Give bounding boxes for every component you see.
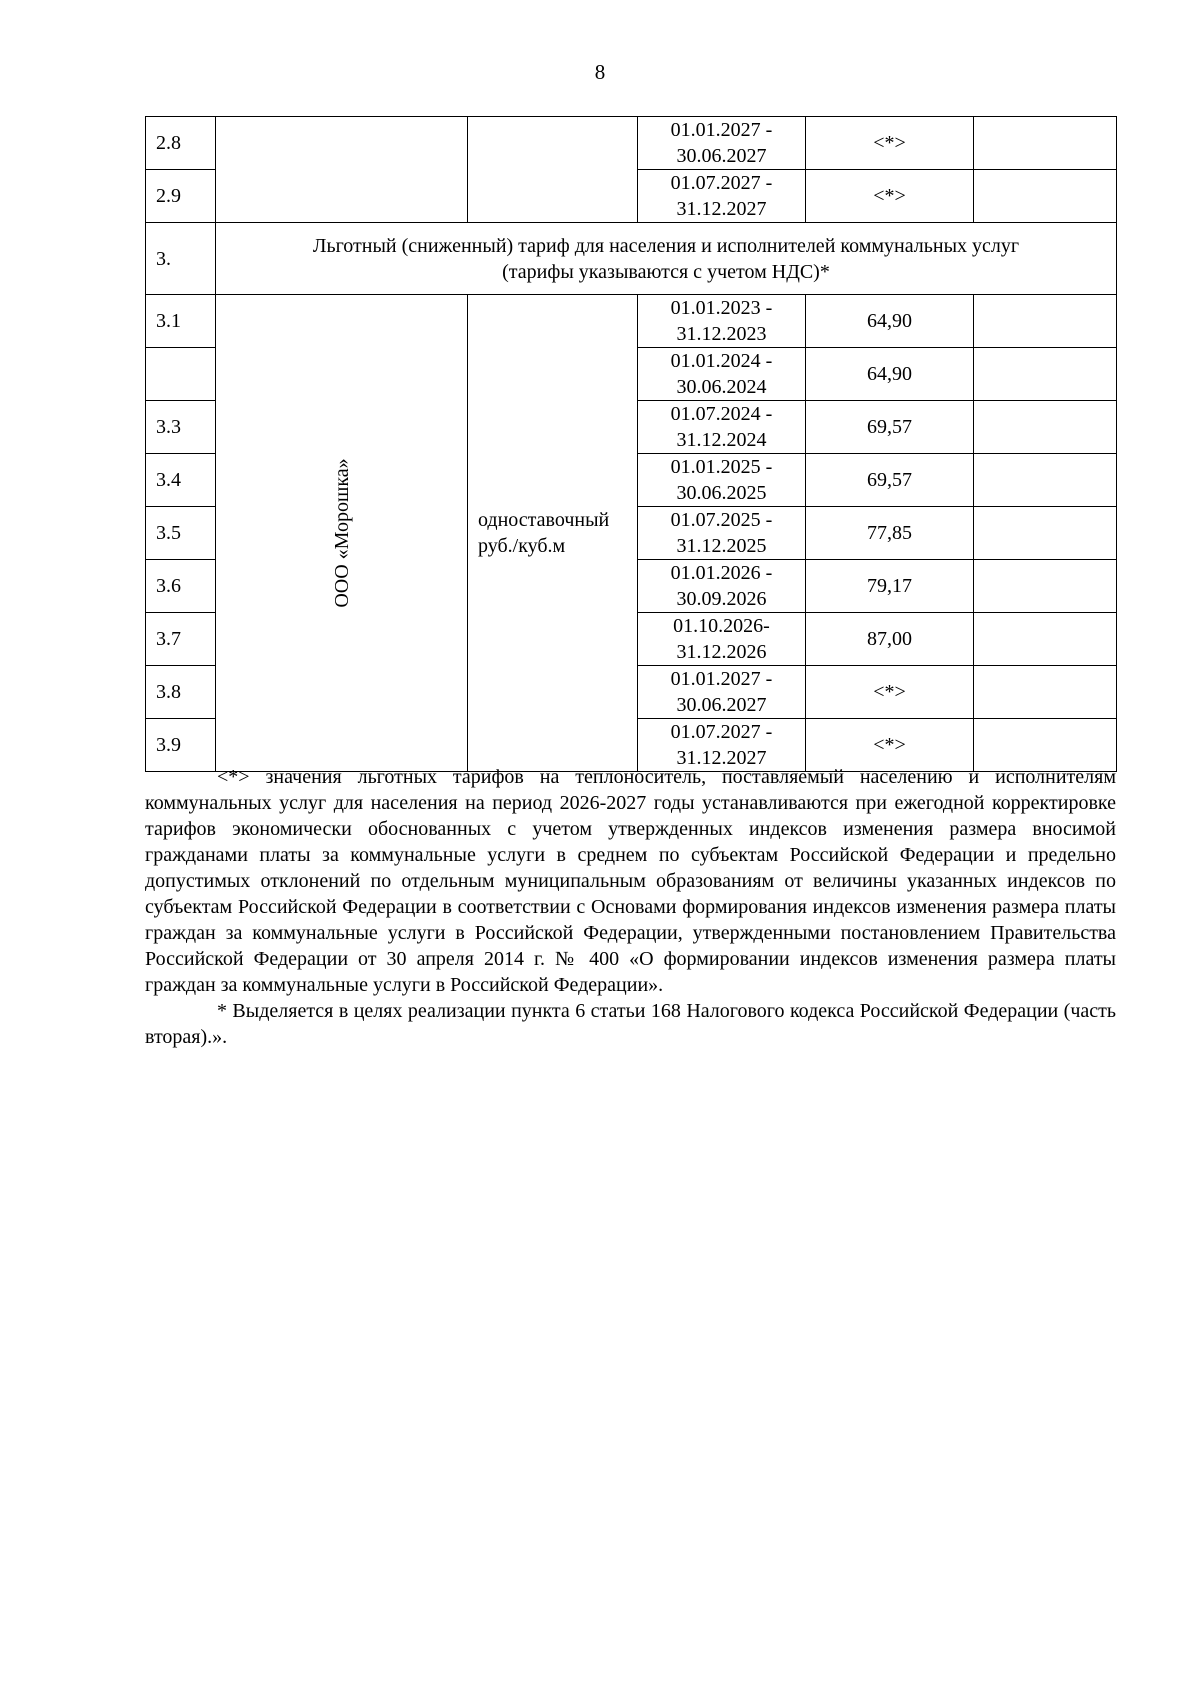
- period-cell: [638, 348, 806, 401]
- period-start: 01.01.2027 -: [670, 668, 773, 690]
- period-end: 31.12.2027: [676, 198, 767, 220]
- row-number: 3.9: [146, 719, 216, 772]
- organization-cell: [216, 295, 468, 772]
- period-end: 30.09.2026: [676, 588, 767, 610]
- tariff-value: <*>: [806, 170, 974, 223]
- period-start: 01.07.2024 -: [670, 403, 773, 425]
- period-end: 31.12.2025: [676, 535, 767, 557]
- extra-cell: [974, 348, 1117, 401]
- period-cell: [638, 507, 806, 560]
- period-cell: [638, 117, 806, 170]
- row-number: 2.8: [146, 117, 216, 170]
- extra-cell: [974, 454, 1117, 507]
- table-row: [146, 295, 1117, 348]
- rate-type-cell: [468, 295, 638, 772]
- period-start: 01.01.2027 -: [670, 119, 773, 141]
- period-start: 01.01.2025 -: [670, 456, 773, 478]
- organization-name: ООО «Морошка»: [330, 458, 353, 608]
- tariff-value: 79,17: [806, 560, 974, 613]
- period-end: 31.12.2023: [676, 323, 767, 345]
- row-number: 3.7: [146, 613, 216, 666]
- section-title-line1: Льготный (сниженный) тариф для населения и исполнителей коммунальных услуг: [312, 234, 1020, 257]
- section-title: [216, 223, 1117, 295]
- extra-cell: [974, 170, 1117, 223]
- period-end: 30.06.2025: [676, 482, 767, 504]
- row-number: 3.1: [146, 295, 216, 348]
- page-number: 8: [594, 60, 606, 84]
- period-cell: [638, 454, 806, 507]
- row-number: 3.5: [146, 507, 216, 560]
- period-cell: [638, 401, 806, 454]
- tariff-value: 69,57: [806, 401, 974, 454]
- row-number: 3.6: [146, 560, 216, 613]
- extra-cell: [974, 613, 1117, 666]
- section-title-line2: (тарифы указываются с учетом НДС)*: [502, 260, 830, 283]
- period-start: 01.10.2026-: [673, 615, 770, 637]
- period-cell: [638, 560, 806, 613]
- tariff-value: <*>: [806, 719, 974, 772]
- period-start: 01.07.2025 -: [670, 509, 773, 531]
- org-cell-empty: [216, 117, 468, 223]
- extra-cell: [974, 560, 1117, 613]
- period-end: 31.12.2027: [676, 747, 767, 769]
- tariff-table: [145, 116, 1117, 772]
- period-start: 01.07.2027 -: [670, 172, 773, 194]
- period-cell: [638, 666, 806, 719]
- tariff-value: 87,00: [806, 613, 974, 666]
- period-end: 30.06.2024: [676, 376, 767, 398]
- row-number: 3.8: [146, 666, 216, 719]
- period-end: 30.06.2027: [676, 694, 767, 716]
- period-cell: [638, 613, 806, 666]
- extra-cell: [974, 666, 1117, 719]
- period-end: 30.06.2027: [676, 145, 767, 167]
- period-start: 01.01.2024 -: [670, 350, 773, 372]
- rate-unit: руб./куб.м: [478, 535, 566, 557]
- footnote-tariff-values: <*> значения льготных тарифов на теплоноситель, поставляемый населению и исполнителям коммунальных услуг для населения на период 2026-2027 годы устанавливаются при ежегодной корректировке тарифов экономически обоснованных с учетом утвержденных индексов изменения размера вносимой гражданами платы за коммунальные услуги в среднем по субъектам Российской Федерации и предельно допустимых отклонений по отдельным муниципальным образованиям от величины указанных индексов по субъектам Российской Федерации в соответствии с Основами формирования индексов изменения размера платы граждан за коммунальные услуги в Российской Федерации, утвержденными постановлением Правительства Российской Федерации от 30 апреля 2014 г. № 400 «О формировании индексов изменения размера платы граждан за коммунальные услуги в Российской Федерации».: [145, 766, 1116, 996]
- tariff-value: 69,57: [806, 454, 974, 507]
- row-number: [146, 348, 216, 401]
- period-start: 01.07.2027 -: [670, 721, 773, 743]
- tariff-value: 64,90: [806, 348, 974, 401]
- extra-cell: [974, 401, 1117, 454]
- section-header-row: [146, 223, 1117, 295]
- tariff-value: <*>: [806, 117, 974, 170]
- tariff-value: 77,85: [806, 507, 974, 560]
- period-end: 31.12.2026: [676, 641, 767, 663]
- period-end: 31.12.2024: [676, 429, 767, 451]
- period-cell: [638, 295, 806, 348]
- period-cell: [638, 170, 806, 223]
- section-number: 3.: [146, 223, 216, 295]
- tariff-value: 64,90: [806, 295, 974, 348]
- period-start: 01.01.2026 -: [670, 562, 773, 584]
- extra-cell: [974, 507, 1117, 560]
- table-row: [146, 117, 1117, 170]
- rate-cell-empty: [468, 117, 638, 223]
- row-number: 3.4: [146, 454, 216, 507]
- row-number: 3.3: [146, 401, 216, 454]
- footnote-vat: * Выделяется в целях реализации пункта 6 статьи 168 Налогового кодекса Российской Федерации (часть вторая).».: [145, 1000, 1116, 1048]
- tariff-value: <*>: [806, 666, 974, 719]
- rate-type: одноставочный: [478, 509, 610, 531]
- row-number: 2.9: [146, 170, 216, 223]
- period-start: 01.01.2023 -: [670, 297, 773, 319]
- extra-cell: [974, 117, 1117, 170]
- footnotes: [145, 764, 1116, 1050]
- extra-cell: [974, 295, 1117, 348]
